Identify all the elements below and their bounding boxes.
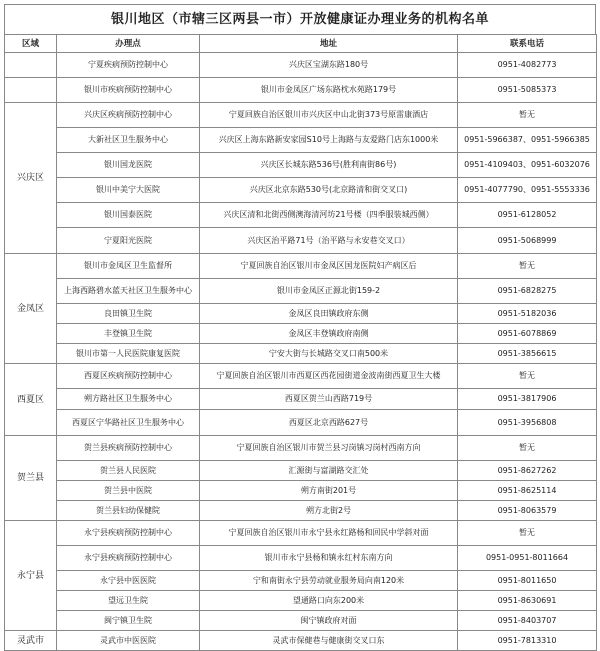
district-cell-yongning: 永宁县 — [5, 521, 57, 631]
office-cell: 朔方路社区卫生服务中心 — [57, 389, 200, 410]
phone-cell: 0951-8011650 — [458, 571, 597, 591]
table-row — [5, 410, 597, 436]
table-row — [5, 591, 597, 611]
phone-cell: 暂无 — [458, 254, 597, 279]
table-row — [5, 203, 597, 228]
document-title: 银川地区（市辖三区两县一市）开放健康证办理业务的机构名单 — [4, 4, 596, 34]
table-row — [5, 364, 597, 389]
phone-cell: 暂无 — [458, 436, 597, 461]
table-row — [5, 611, 597, 631]
table-row — [5, 481, 597, 501]
address-cell: 宁夏回族自治区银川市永宁县永红路杨和回民中学斜对面 — [200, 521, 458, 546]
table-row — [5, 279, 597, 304]
phone-cell: 0951-6078869 — [458, 324, 597, 344]
office-cell: 上海西路碧水蓝天社区卫生服务中心 — [57, 279, 200, 304]
address-cell: 宁夏回族自治区银川市兴庆区中山北街373号原雷康酒店 — [200, 103, 458, 128]
address-cell: 宁夏回族自治区银川市西夏区西花园街道金波南街西夏卫生大楼 — [200, 364, 458, 389]
table-row — [5, 631, 597, 651]
table-row — [5, 571, 597, 591]
district-cell-lingwu: 灵武市 — [5, 631, 57, 651]
address-cell: 汇源街与富湖路交汇处 — [200, 461, 458, 481]
office-cell: 贺兰县中医院 — [57, 481, 200, 501]
phone-cell: 0951-4077790、0951-5553336 — [458, 178, 597, 203]
office-cell: 西夏区宁华路社区卫生服务中心 — [57, 410, 200, 436]
address-cell: 西夏区贺兰山西路719号 — [200, 389, 458, 410]
phone-cell: 0951-4082773 — [458, 53, 597, 78]
table-row — [5, 178, 597, 203]
office-cell: 丰登镇卫生院 — [57, 324, 200, 344]
office-cell: 大新社区卫生服务中心 — [57, 128, 200, 153]
table-row — [5, 344, 597, 364]
phone-cell: 0951-5182036 — [458, 304, 597, 324]
office-cell: 永宁县疾病预防控制中心 — [57, 521, 200, 546]
address-cell: 宁和南街永宁县劳动就业服务局向南120米 — [200, 571, 458, 591]
phone-cell: 暂无 — [458, 521, 597, 546]
address-cell: 银川市永宁县杨和镇永红村东南方向 — [200, 546, 458, 571]
table-row — [5, 103, 597, 128]
office-cell: 兴庆区疾病预防控制中心 — [57, 103, 200, 128]
address-cell: 银川市金凤区正源北街159-2 — [200, 279, 458, 304]
office-cell: 良田镇卫生院 — [57, 304, 200, 324]
district-cell-xixia: 西夏区 — [5, 364, 57, 436]
address-cell: 兴庆区宝湖东路180号 — [200, 53, 458, 78]
table-row — [5, 461, 597, 481]
header-phone: 联系电话 — [458, 35, 597, 53]
phone-cell: 0951-4109403、0951-6032076 — [458, 153, 597, 178]
phone-cell: 0951-0951-8011664 — [458, 546, 597, 571]
office-cell: 银川市第一人民医院康复医院 — [57, 344, 200, 364]
office-cell: 永宁县中医医院 — [57, 571, 200, 591]
table-row — [5, 78, 597, 103]
address-cell: 宁夏回族自治区银川市贺兰县习岗镇习岗村西南方向 — [200, 436, 458, 461]
office-cell: 银川国泰医院 — [57, 203, 200, 228]
table-row — [5, 501, 597, 521]
office-cell: 贺兰县妇幼保健院 — [57, 501, 200, 521]
table-row — [5, 254, 597, 279]
phone-cell: 0951-8063579 — [458, 501, 597, 521]
phone-cell: 暂无 — [458, 103, 597, 128]
district-cell — [5, 53, 57, 78]
header-office: 办理点 — [57, 35, 200, 53]
address-cell: 灵武市保健巷与健康街交叉口东 — [200, 631, 458, 651]
header-district: 区域 — [5, 35, 57, 53]
phone-cell: 0951-8627262 — [458, 461, 597, 481]
address-cell: 银川市金凤区广场东路枕水苑路179号 — [200, 78, 458, 103]
address-cell: 朔方北街2号 — [200, 501, 458, 521]
phone-cell: 0951-5068999 — [458, 228, 597, 254]
phone-cell: 暂无 — [458, 364, 597, 389]
office-cell: 西夏区疾病预防控制中心 — [57, 364, 200, 389]
address-cell: 兴庆区北京东路530号(北京路清和街交叉口) — [200, 178, 458, 203]
phone-cell: 0951-3956808 — [458, 410, 597, 436]
phone-cell: 0951-8403707 — [458, 611, 597, 631]
office-cell: 灵武市中医医院 — [57, 631, 200, 651]
header-row — [5, 35, 597, 53]
institution-table — [4, 34, 597, 651]
office-cell: 贺兰县人民医院 — [57, 461, 200, 481]
table-row — [5, 546, 597, 571]
phone-cell: 0951-7813310 — [458, 631, 597, 651]
district-cell — [5, 78, 57, 103]
office-cell: 永宁县疾病预防控制中心 — [57, 546, 200, 571]
table-row — [5, 304, 597, 324]
phone-cell: 0951-5966387、0951-5966385 — [458, 128, 597, 153]
phone-cell: 0951-5085373 — [458, 78, 597, 103]
address-cell: 朔方南街201号 — [200, 481, 458, 501]
address-cell: 望通路口向东200米 — [200, 591, 458, 611]
address-cell: 西夏区北京西路627号 — [200, 410, 458, 436]
phone-cell: 0951-8630691 — [458, 591, 597, 611]
table-row — [5, 228, 597, 254]
district-cell-xingqing: 兴庆区 — [5, 103, 57, 254]
office-cell: 银川市疾病预防控制中心 — [57, 78, 200, 103]
district-cell-helan: 贺兰县 — [5, 436, 57, 521]
phone-cell: 0951-6828275 — [458, 279, 597, 304]
office-cell: 宁夏阳光医院 — [57, 228, 200, 254]
phone-cell: 0951-6128052 — [458, 203, 597, 228]
phone-cell: 0951-3856615 — [458, 344, 597, 364]
address-cell: 宁安大街与长城路交叉口南500米 — [200, 344, 458, 364]
office-cell: 宁夏疾病预防控制中心 — [57, 53, 200, 78]
office-cell: 贺兰县疾病预防控制中心 — [57, 436, 200, 461]
address-cell: 兴庆区长城东路536号(胜利南街86号) — [200, 153, 458, 178]
phone-cell: 0951-3817906 — [458, 389, 597, 410]
address-cell: 金凤区丰登镇政府南侧 — [200, 324, 458, 344]
table-row — [5, 128, 597, 153]
institution-table-sheet — [4, 4, 596, 651]
table-row — [5, 521, 597, 546]
table-row — [5, 436, 597, 461]
table-row — [5, 324, 597, 344]
office-cell: 银川中美宁大医院 — [57, 178, 200, 203]
phone-cell: 0951-8625114 — [458, 481, 597, 501]
office-cell: 望远卫生院 — [57, 591, 200, 611]
address-cell: 兴庆区治平路71号（治平路与永安巷交叉口） — [200, 228, 458, 254]
table-row — [5, 153, 597, 178]
address-cell: 宁夏回族自治区银川市金凤区国龙医院妇产病区后 — [200, 254, 458, 279]
office-cell: 银川市金凤区卫生监督所 — [57, 254, 200, 279]
address-cell: 闽宁镇政府对面 — [200, 611, 458, 631]
header-address: 地址 — [200, 35, 458, 53]
address-cell: 兴庆区清和北街西侧澳海清河坊21号楼（四季服装城西侧） — [200, 203, 458, 228]
address-cell: 金凤区良田镇政府东侧 — [200, 304, 458, 324]
table-row — [5, 53, 597, 78]
table-row — [5, 389, 597, 410]
office-cell: 闽宁镇卫生院 — [57, 611, 200, 631]
address-cell: 兴庆区上海东路新安家园S10号上海路与友爱路门店东1000米 — [200, 128, 458, 153]
district-cell-jinfeng: 金凤区 — [5, 254, 57, 364]
office-cell: 银川国龙医院 — [57, 153, 200, 178]
